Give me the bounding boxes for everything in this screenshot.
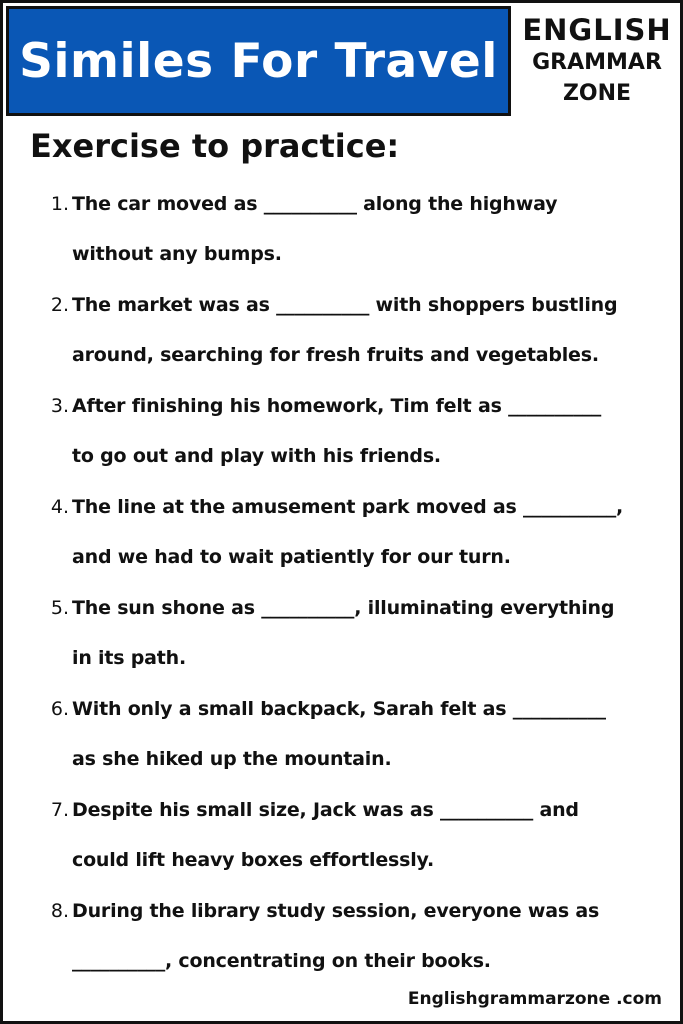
brand-line-english: ENGLISH xyxy=(522,13,672,47)
footer-website: Englishgrammarzone .com xyxy=(407,989,662,1009)
item-text xyxy=(72,684,663,785)
exercise-item xyxy=(43,886,663,987)
item-line: Despite his small size, Jack was as __________ and xyxy=(72,799,579,821)
item-line: and we had to wait patiently for our turn. xyxy=(72,546,511,568)
item-line: around, searching for fresh fruits and vegetables. xyxy=(72,344,599,366)
brand-line-grammar: GRAMMAR xyxy=(532,50,662,75)
page-title: Similes For Travel xyxy=(19,33,498,89)
exercise-item xyxy=(43,179,663,280)
item-number: 7. xyxy=(50,799,69,821)
exercise-item xyxy=(43,280,663,381)
item-text xyxy=(72,179,663,280)
exercise-list xyxy=(43,179,663,987)
item-line: without any bumps. xyxy=(72,243,282,265)
item-line: as she hiked up the mountain. xyxy=(72,748,392,770)
title-banner xyxy=(6,6,511,116)
item-line: The sun shone as __________, illuminating everything xyxy=(72,597,615,619)
exercise-item xyxy=(43,583,663,684)
item-number: 3. xyxy=(50,395,69,417)
item-line: During the library study session, everyone was as xyxy=(72,900,600,922)
item-line: __________, concentrating on their books. xyxy=(72,950,491,972)
item-line: With only a small backpack, Sarah felt as __________ xyxy=(72,698,606,720)
item-text xyxy=(72,381,663,482)
exercise-item xyxy=(43,684,663,785)
brand-line-zone: ZONE xyxy=(562,81,632,106)
item-text xyxy=(72,482,663,583)
item-line: After finishing his homework, Tim felt as __________ xyxy=(72,395,602,417)
item-number: 8. xyxy=(50,900,69,922)
item-line: to go out and play with his friends. xyxy=(72,445,441,467)
exercise-item xyxy=(43,785,663,886)
exercise-item xyxy=(43,381,663,482)
item-line: in its path. xyxy=(72,647,187,669)
item-line: The line at the amusement park moved as __________, xyxy=(72,496,624,518)
item-text xyxy=(72,785,663,886)
item-line: The car moved as __________ along the highway xyxy=(72,193,558,215)
exercise-item xyxy=(43,482,663,583)
item-number: 2. xyxy=(50,294,69,316)
item-line: could lift heavy boxes effortlessly. xyxy=(72,849,435,871)
item-line: The market was as __________ with shoppers bustling xyxy=(72,294,618,316)
item-text xyxy=(72,583,663,684)
item-text xyxy=(72,886,663,987)
brand-logo xyxy=(511,6,683,116)
exercise-heading: Exercise to practice: xyxy=(30,127,400,165)
item-number: 4. xyxy=(50,496,69,518)
item-number: 5. xyxy=(50,597,69,619)
item-number: 6. xyxy=(50,698,69,720)
item-text xyxy=(72,280,663,381)
item-number: 1. xyxy=(50,193,69,215)
